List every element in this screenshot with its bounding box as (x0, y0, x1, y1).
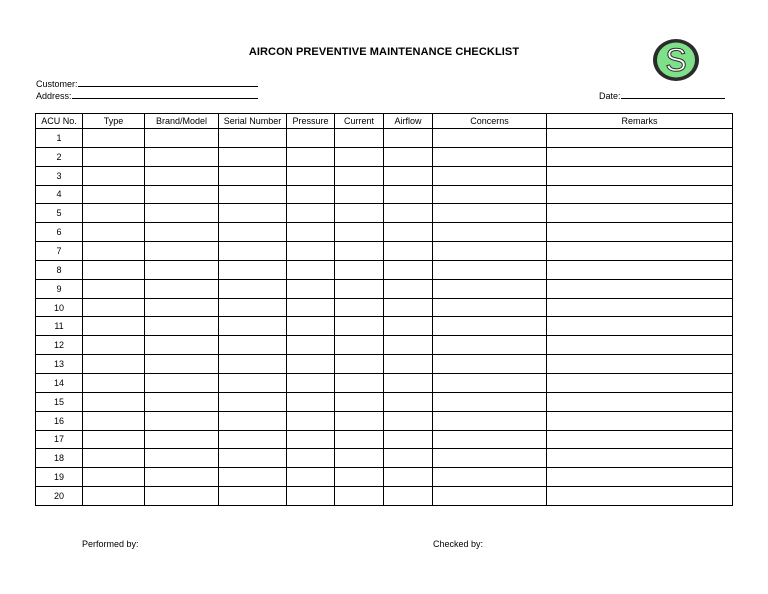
table-row (36, 336, 733, 355)
entry-cell[interactable] (83, 223, 145, 242)
entry-cell[interactable] (384, 411, 433, 430)
column-header: Remarks (547, 114, 733, 129)
checked-by-label: Checked by: (433, 539, 484, 549)
entry-cell[interactable] (219, 242, 287, 261)
entry-cell[interactable] (287, 298, 335, 317)
entry-cell[interactable] (384, 185, 433, 204)
entry-cell[interactable] (433, 260, 547, 279)
entry-cell[interactable] (145, 260, 219, 279)
entry-cell[interactable] (145, 449, 219, 468)
customer-label: Customer: (36, 79, 78, 89)
entry-cell[interactable] (547, 223, 733, 242)
entry-cell[interactable] (547, 298, 733, 317)
entry-cell[interactable] (335, 411, 384, 430)
column-header: ACU No. (36, 114, 83, 129)
entry-cell[interactable] (219, 185, 287, 204)
entry-cell[interactable] (335, 185, 384, 204)
entry-cell[interactable] (219, 336, 287, 355)
column-header: Serial Number (219, 114, 287, 129)
entry-cell[interactable] (433, 373, 547, 392)
entry-cell[interactable] (145, 317, 219, 336)
entry-cell[interactable] (287, 449, 335, 468)
entry-cell[interactable] (433, 336, 547, 355)
s-circle-logo-icon (652, 38, 700, 82)
page-title: AIRCON PREVENTIVE MAINTENANCE CHECKLIST (248, 46, 520, 58)
column-header: Airflow (384, 114, 433, 129)
entry-cell[interactable] (83, 487, 145, 506)
entry-cell[interactable] (547, 355, 733, 374)
entry-cell[interactable] (433, 449, 547, 468)
entry-cell[interactable] (145, 166, 219, 185)
entry-cell[interactable] (83, 298, 145, 317)
entry-cell[interactable] (384, 129, 433, 148)
entry-cell[interactable] (335, 242, 384, 261)
entry-cell[interactable] (83, 204, 145, 223)
entry-cell[interactable] (83, 279, 145, 298)
entry-cell[interactable] (335, 468, 384, 487)
entry-cell[interactable] (384, 204, 433, 223)
entry-cell[interactable] (219, 449, 287, 468)
performed-by-label: Performed by: (82, 539, 139, 549)
entry-cell[interactable] (384, 279, 433, 298)
acu-number-cell: 5 (36, 204, 83, 223)
entry-cell[interactable] (287, 242, 335, 261)
entry-cell[interactable] (547, 279, 733, 298)
acu-number-cell: 3 (36, 166, 83, 185)
entry-cell[interactable] (219, 260, 287, 279)
entry-cell[interactable] (83, 355, 145, 374)
entry-cell[interactable] (219, 411, 287, 430)
entry-cell[interactable] (219, 487, 287, 506)
entry-cell[interactable] (384, 449, 433, 468)
column-header: Current (335, 114, 384, 129)
acu-number-cell: 18 (36, 449, 83, 468)
entry-cell[interactable] (145, 185, 219, 204)
acu-number-cell: 17 (36, 430, 83, 449)
entry-cell[interactable] (433, 166, 547, 185)
column-header: Concerns (433, 114, 547, 129)
entry-cell[interactable] (547, 392, 733, 411)
entry-cell[interactable] (384, 317, 433, 336)
entry-cell[interactable] (547, 373, 733, 392)
entry-cell[interactable] (433, 185, 547, 204)
entry-cell[interactable] (145, 279, 219, 298)
entry-cell[interactable] (547, 449, 733, 468)
entry-cell[interactable] (287, 430, 335, 449)
customer-field (36, 77, 258, 89)
entry-cell[interactable] (83, 317, 145, 336)
entry-cell[interactable] (145, 392, 219, 411)
acu-number-cell: 10 (36, 298, 83, 317)
entry-cell[interactable] (384, 166, 433, 185)
entry-cell[interactable] (335, 260, 384, 279)
entry-cell[interactable] (335, 317, 384, 336)
acu-number-cell: 15 (36, 392, 83, 411)
entry-cell[interactable] (384, 147, 433, 166)
entry-cell[interactable] (219, 166, 287, 185)
entry-cell[interactable] (145, 204, 219, 223)
entry-cell[interactable] (287, 185, 335, 204)
entry-cell[interactable] (287, 223, 335, 242)
entry-cell[interactable] (335, 373, 384, 392)
table-row (36, 147, 733, 166)
entry-cell[interactable] (547, 185, 733, 204)
entry-cell[interactable] (219, 298, 287, 317)
entry-cell[interactable] (547, 317, 733, 336)
entry-cell[interactable] (433, 204, 547, 223)
entry-cell[interactable] (287, 129, 335, 148)
table-row (36, 185, 733, 204)
entry-cell[interactable] (83, 411, 145, 430)
address-field (36, 89, 258, 101)
entry-cell[interactable] (335, 223, 384, 242)
entry-cell[interactable] (433, 147, 547, 166)
entry-cell[interactable] (219, 129, 287, 148)
entry-cell[interactable] (287, 336, 335, 355)
entry-cell[interactable] (384, 355, 433, 374)
entry-cell[interactable] (219, 355, 287, 374)
table-row (36, 279, 733, 298)
table-row (36, 166, 733, 185)
column-header: Brand/Model (145, 114, 219, 129)
entry-cell[interactable] (335, 166, 384, 185)
acu-number-cell: 19 (36, 468, 83, 487)
table-body (36, 129, 733, 506)
entry-cell[interactable] (335, 392, 384, 411)
entry-cell[interactable] (433, 430, 547, 449)
entry-cell[interactable] (433, 223, 547, 242)
customer-line[interactable] (78, 77, 258, 87)
entry-cell[interactable] (384, 298, 433, 317)
entry-cell[interactable] (547, 242, 733, 261)
entry-cell[interactable] (335, 279, 384, 298)
table-row (36, 355, 733, 374)
entry-cell[interactable] (547, 468, 733, 487)
entry-cell[interactable] (335, 355, 384, 374)
entry-cell[interactable] (433, 468, 547, 487)
table-row (36, 223, 733, 242)
table-row (36, 487, 733, 506)
address-line[interactable] (72, 89, 258, 99)
entry-cell[interactable] (145, 129, 219, 148)
entry-cell[interactable] (83, 129, 145, 148)
entry-cell[interactable] (287, 392, 335, 411)
entry-cell[interactable] (433, 298, 547, 317)
entry-cell[interactable] (145, 336, 219, 355)
table-row (36, 204, 733, 223)
date-field (599, 89, 725, 101)
date-line[interactable] (621, 89, 725, 99)
entry-cell[interactable] (335, 204, 384, 223)
acu-number-cell: 9 (36, 279, 83, 298)
table-header-row (36, 114, 733, 129)
entry-cell[interactable] (83, 242, 145, 261)
entry-cell[interactable] (335, 147, 384, 166)
entry-cell[interactable] (335, 336, 384, 355)
entry-cell[interactable] (547, 129, 733, 148)
entry-cell[interactable] (83, 260, 145, 279)
entry-cell[interactable] (547, 166, 733, 185)
entry-cell[interactable] (219, 373, 287, 392)
entry-cell[interactable] (335, 298, 384, 317)
table-row (36, 129, 733, 148)
entry-cell[interactable] (547, 487, 733, 506)
acu-number-cell: 7 (36, 242, 83, 261)
table-row (36, 317, 733, 336)
table-row (36, 430, 733, 449)
entry-cell[interactable] (219, 204, 287, 223)
entry-cell[interactable] (384, 260, 433, 279)
entry-cell[interactable] (547, 260, 733, 279)
entry-cell[interactable] (287, 317, 335, 336)
entry-cell[interactable] (384, 468, 433, 487)
entry-cell[interactable] (83, 468, 145, 487)
entry-cell[interactable] (83, 147, 145, 166)
entry-cell[interactable] (384, 487, 433, 506)
entry-cell[interactable] (287, 411, 335, 430)
entry-cell[interactable] (384, 242, 433, 261)
table-row (36, 468, 733, 487)
acu-number-cell: 12 (36, 336, 83, 355)
entry-cell[interactable] (287, 468, 335, 487)
entry-cell[interactable] (433, 242, 547, 261)
entry-cell[interactable] (384, 430, 433, 449)
entry-cell[interactable] (287, 204, 335, 223)
entry-cell[interactable] (83, 185, 145, 204)
entry-cell[interactable] (384, 373, 433, 392)
entry-cell[interactable] (219, 430, 287, 449)
acu-number-cell: 8 (36, 260, 83, 279)
entry-cell[interactable] (433, 392, 547, 411)
entry-cell[interactable] (145, 411, 219, 430)
acu-number-cell: 1 (36, 129, 83, 148)
entry-cell[interactable] (145, 430, 219, 449)
entry-cell[interactable] (83, 392, 145, 411)
entry-cell[interactable] (433, 129, 547, 148)
entry-cell[interactable] (83, 449, 145, 468)
entry-cell[interactable] (384, 336, 433, 355)
entry-cell[interactable] (547, 411, 733, 430)
entry-cell[interactable] (547, 336, 733, 355)
entry-cell[interactable] (219, 223, 287, 242)
table-row (36, 373, 733, 392)
entry-cell[interactable] (287, 487, 335, 506)
table-row (36, 449, 733, 468)
acu-number-cell: 14 (36, 373, 83, 392)
entry-cell[interactable] (83, 373, 145, 392)
entry-cell[interactable] (145, 468, 219, 487)
entry-cell[interactable] (384, 223, 433, 242)
entry-cell[interactable] (219, 317, 287, 336)
entry-cell[interactable] (287, 260, 335, 279)
entry-cell[interactable] (384, 392, 433, 411)
entry-cell[interactable] (547, 430, 733, 449)
entry-cell[interactable] (145, 298, 219, 317)
entry-cell[interactable] (287, 147, 335, 166)
entry-cell[interactable] (433, 355, 547, 374)
table-row (36, 260, 733, 279)
entry-cell[interactable] (547, 147, 733, 166)
checklist-table (35, 113, 733, 506)
address-label: Address: (36, 91, 72, 101)
entry-cell[interactable] (219, 468, 287, 487)
entry-cell[interactable] (335, 449, 384, 468)
entry-cell[interactable] (335, 430, 384, 449)
entry-cell[interactable] (433, 411, 547, 430)
entry-cell[interactable] (145, 355, 219, 374)
entry-cell[interactable] (145, 147, 219, 166)
entry-cell[interactable] (145, 223, 219, 242)
entry-cell[interactable] (433, 317, 547, 336)
entry-cell[interactable] (547, 204, 733, 223)
column-header: Type (83, 114, 145, 129)
entry-cell[interactable] (433, 487, 547, 506)
acu-number-cell: 6 (36, 223, 83, 242)
acu-number-cell: 16 (36, 411, 83, 430)
column-header: Pressure (287, 114, 335, 129)
table-row (36, 411, 733, 430)
acu-number-cell: 2 (36, 147, 83, 166)
date-label: Date: (599, 91, 621, 101)
entry-cell[interactable] (219, 392, 287, 411)
entry-cell[interactable] (287, 279, 335, 298)
acu-number-cell: 13 (36, 355, 83, 374)
entry-cell[interactable] (145, 242, 219, 261)
acu-number-cell: 20 (36, 487, 83, 506)
entry-cell[interactable] (219, 279, 287, 298)
entry-cell[interactable] (335, 129, 384, 148)
acu-number-cell: 4 (36, 185, 83, 204)
entry-cell[interactable] (287, 373, 335, 392)
entry-cell[interactable] (145, 373, 219, 392)
table-row (36, 242, 733, 261)
entry-cell[interactable] (83, 336, 145, 355)
entry-cell[interactable] (83, 430, 145, 449)
entry-cell[interactable] (219, 147, 287, 166)
entry-cell[interactable] (287, 355, 335, 374)
entry-cell[interactable] (335, 487, 384, 506)
table-row (36, 392, 733, 411)
entry-cell[interactable] (287, 166, 335, 185)
logo-letter: S (665, 42, 687, 78)
acu-number-cell: 11 (36, 317, 83, 336)
entry-cell[interactable] (433, 279, 547, 298)
entry-cell[interactable] (83, 166, 145, 185)
table-row (36, 298, 733, 317)
entry-cell[interactable] (145, 487, 219, 506)
